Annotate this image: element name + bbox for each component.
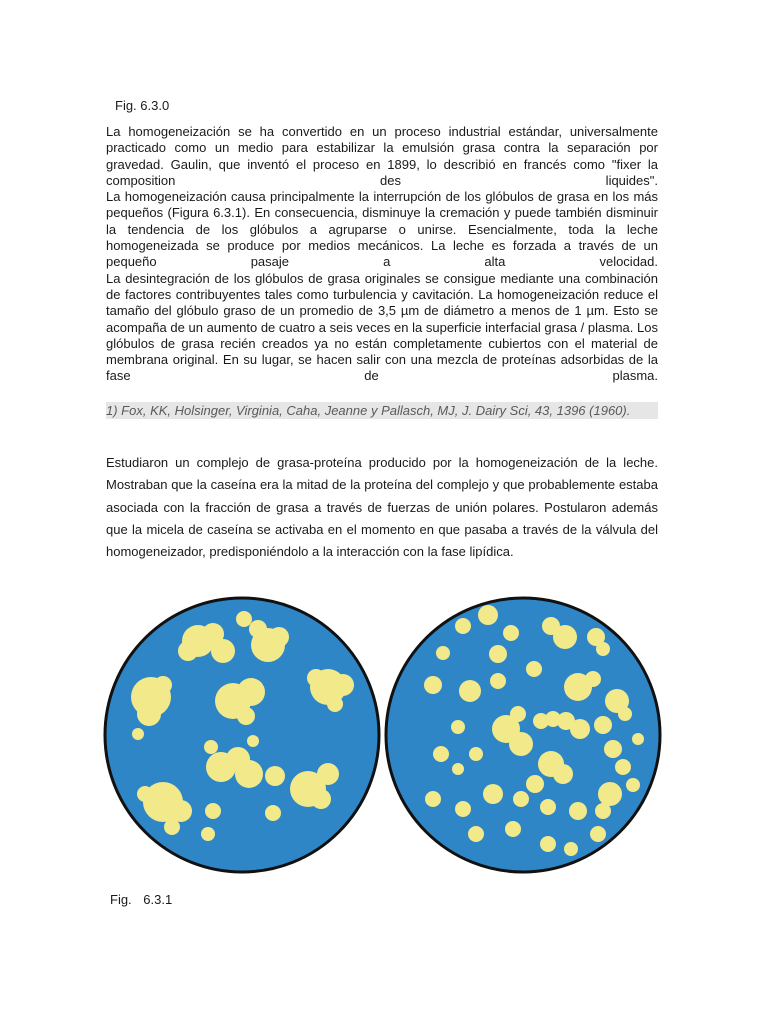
fat-globule — [265, 805, 281, 821]
reference-citation: 1) Fox, KK, Holsinger, Virginia, Caha, Jeanne y Pallasch, MJ, J. Dairy Sci, 43, 1396 (1960). — [106, 402, 658, 419]
fat-globule — [269, 627, 289, 647]
fat-globule — [604, 740, 622, 758]
fat-globule — [204, 740, 218, 754]
fat-globule — [170, 800, 192, 822]
fat-globule — [137, 702, 161, 726]
fat-globule — [598, 782, 622, 806]
fat-globule-figure — [103, 589, 663, 879]
fat-globule — [585, 671, 601, 687]
fat-globule — [236, 611, 252, 627]
fat-globule — [540, 836, 556, 852]
fat-globule — [307, 669, 325, 687]
fat-globule — [595, 803, 611, 819]
fat-globule — [553, 764, 573, 784]
fat-globule — [564, 842, 578, 856]
fat-globule — [424, 676, 442, 694]
fat-globule — [164, 819, 180, 835]
fat-globule — [247, 735, 259, 747]
before-homogenization-circle — [105, 598, 379, 872]
fat-globule — [618, 707, 632, 721]
fat-globule — [332, 674, 354, 696]
fat-globule — [503, 625, 519, 641]
fat-globule — [632, 733, 644, 745]
paragraph-3: La desintegración de los glóbulos de grasa originales se consigue mediante una combinación de factores contribuyentes tales como turbulencia y cavitación. La homogeneización reduce el tamaño del glóbulo graso de un promedio de 3,5 µm de diámetro a menos de 1 µm. Esto se acompaña de un aumento de cuatro a seis veces en la superficie interfacial grasa / plasma. Los glóbulos de grasa recién creados ya no están completamente cubiertos con el material de membrana original. En su lugar, se hacen salir con una mezcla de proteínas adsorbidas de la fase de plasma. — [106, 270, 658, 384]
fat-globule — [590, 826, 606, 842]
fat-globule — [570, 719, 590, 739]
fat-globule — [594, 716, 612, 734]
fat-globule — [455, 618, 471, 634]
fat-globule — [469, 747, 483, 761]
fat-globule — [540, 799, 556, 815]
fat-globule — [509, 732, 533, 756]
fat-globule — [451, 720, 465, 734]
fat-globule — [626, 778, 640, 792]
figure-label-top: Fig. 6.3.0 — [115, 98, 170, 113]
fat-globule — [553, 625, 577, 649]
intro-text — [106, 124, 658, 385]
fat-globule — [526, 661, 542, 677]
fat-globule — [425, 791, 441, 807]
fat-globule — [459, 680, 481, 702]
study-text — [106, 452, 658, 563]
paragraph-2: La homogeneización causa principalmente la interrupción de los glóbulos de grasa en los más pequeños (Figura 6.3.1). En consecuencia, disminuye la cremación y puede también disminuir la tendencia de los glóbulos a agruparse o unirse. Esencialmente, toda la leche homogeneizada se produce por medios mecánicos. La leche es forzada a través de un pequeño pasaje a alta velocidad. — [106, 189, 658, 270]
fat-globule — [513, 791, 529, 807]
fat-globule — [452, 763, 464, 775]
fat-globule — [505, 821, 521, 837]
fat-globule — [205, 803, 221, 819]
fat-globule — [510, 706, 526, 722]
fat-globule — [615, 759, 631, 775]
fat-globule — [526, 775, 544, 793]
fat-globule — [327, 696, 343, 712]
fat-globule — [569, 802, 587, 820]
fat-globule — [201, 827, 215, 841]
fat-globule — [178, 641, 198, 661]
fat-globule — [468, 826, 484, 842]
fat-globule — [235, 760, 263, 788]
fat-globule — [265, 766, 285, 786]
fat-globule — [455, 801, 471, 817]
fat-globule — [596, 642, 610, 656]
fat-globule — [237, 678, 265, 706]
fat-globule — [137, 786, 153, 802]
fat-globule — [490, 673, 506, 689]
fat-globule — [483, 784, 503, 804]
fat-globule — [317, 763, 339, 785]
fat-globule — [211, 639, 235, 663]
figure-caption: Fig. 6.3.1 — [110, 892, 173, 907]
paragraph-1: La homogeneización se ha convertido en un proceso industrial estándar, universalmente practicado como un medio para estabilizar la emulsión grasa contra la separación por gravedad. Gaulin, que inventó el proceso en 1899, lo describió en francés como "fixer la composition des liquides". — [106, 124, 658, 188]
fat-globule — [311, 789, 331, 809]
fat-globule — [132, 728, 144, 740]
fat-globule — [237, 707, 255, 725]
fat-globule — [489, 645, 507, 663]
fat-globule — [478, 605, 498, 625]
fat-globule — [436, 646, 450, 660]
fat-globule — [154, 676, 172, 694]
study-paragraph: Estudiaron un complejo de grasa-proteína producido por la homogeneización de la leche. Mostraban que la caseína era la mitad de la proteína del complejo y que probablemente estaba asociada con la fracción de grasa a través de fuerzas de unión polares. Postularon además que la micela de caseína se activaba en el momento en que pasaba a través de la válvula del homogeneizador, predisponiéndolo a la interacción con la fase lipídica. — [106, 455, 658, 560]
fat-globule — [433, 746, 449, 762]
